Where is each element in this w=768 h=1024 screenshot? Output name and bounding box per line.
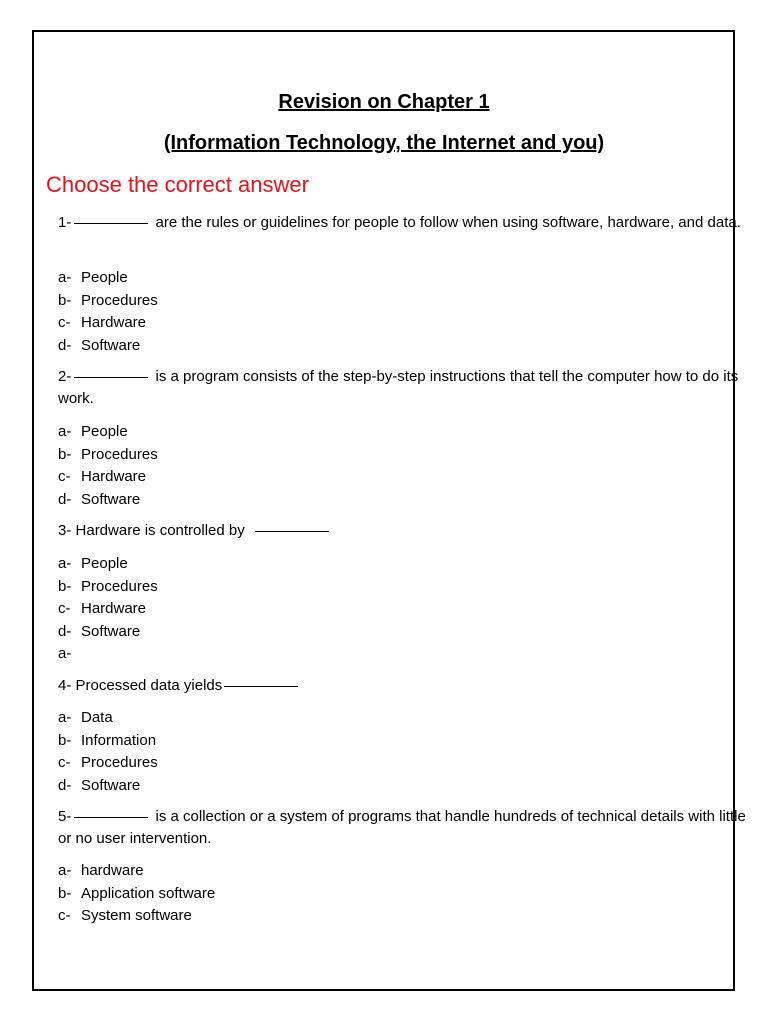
option: b- Procedures <box>58 291 158 309</box>
question-number: 2- <box>58 368 72 385</box>
option: b- Information <box>58 731 157 749</box>
option: c- Hardware <box>58 600 147 617</box>
options-2 <box>58 421 158 511</box>
options-1 <box>58 267 158 357</box>
answer-blank <box>224 686 298 687</box>
option: a- People <box>58 423 128 440</box>
options-5 <box>58 860 215 928</box>
option: a- People <box>58 555 128 572</box>
question-1 <box>58 212 748 234</box>
question-number: 3- <box>58 522 72 539</box>
question-text: Processed data yields <box>75 677 223 694</box>
options-4 <box>58 707 158 797</box>
option: c- Procedures <box>58 754 158 771</box>
option: c- Hardware <box>58 314 147 331</box>
question-4 <box>58 675 748 697</box>
question-2 <box>58 366 748 410</box>
question-text: are the rules or guidelines for people to follow when using software, hardware, and data. <box>155 214 741 231</box>
option: b- Procedures <box>58 577 158 595</box>
section-heading: Choose the correct answer <box>46 172 309 197</box>
question-5 <box>58 806 748 850</box>
option: a- hardware <box>58 862 144 879</box>
answer-blank <box>255 531 329 532</box>
option: a- Data <box>58 709 113 726</box>
question-text: Hardware is controlled by <box>75 522 245 539</box>
answer-blank <box>74 377 148 378</box>
question-text: is a program consists of the step-by-step instructions that tell the computer how to do its work. <box>58 368 739 407</box>
option: d- Software <box>58 336 141 354</box>
option: c- Hardware <box>58 468 147 485</box>
page-subtitle: (Information Technology, the Internet and you) <box>163 132 605 154</box>
option: b- Procedures <box>58 445 158 463</box>
options-3 <box>58 553 158 666</box>
option: c- System software <box>58 907 192 924</box>
question-number: 1- <box>58 214 72 231</box>
question-text: is a collection or a system of programs that handle hundreds of technical details with little or no user intervention. <box>58 808 746 847</box>
answer-blank <box>74 817 148 818</box>
question-number: 5- <box>58 808 72 825</box>
option: a- <box>58 645 72 662</box>
question-3 <box>58 520 748 542</box>
answer-blank <box>74 223 148 224</box>
option: b- Application software <box>58 884 216 902</box>
option: a- People <box>58 269 128 286</box>
question-number: 4- <box>58 677 72 694</box>
option: d- Software <box>58 490 141 508</box>
page-title: Revision on Chapter 1 <box>278 91 490 113</box>
option: d- Software <box>58 776 141 794</box>
option: d- Software <box>58 622 141 640</box>
